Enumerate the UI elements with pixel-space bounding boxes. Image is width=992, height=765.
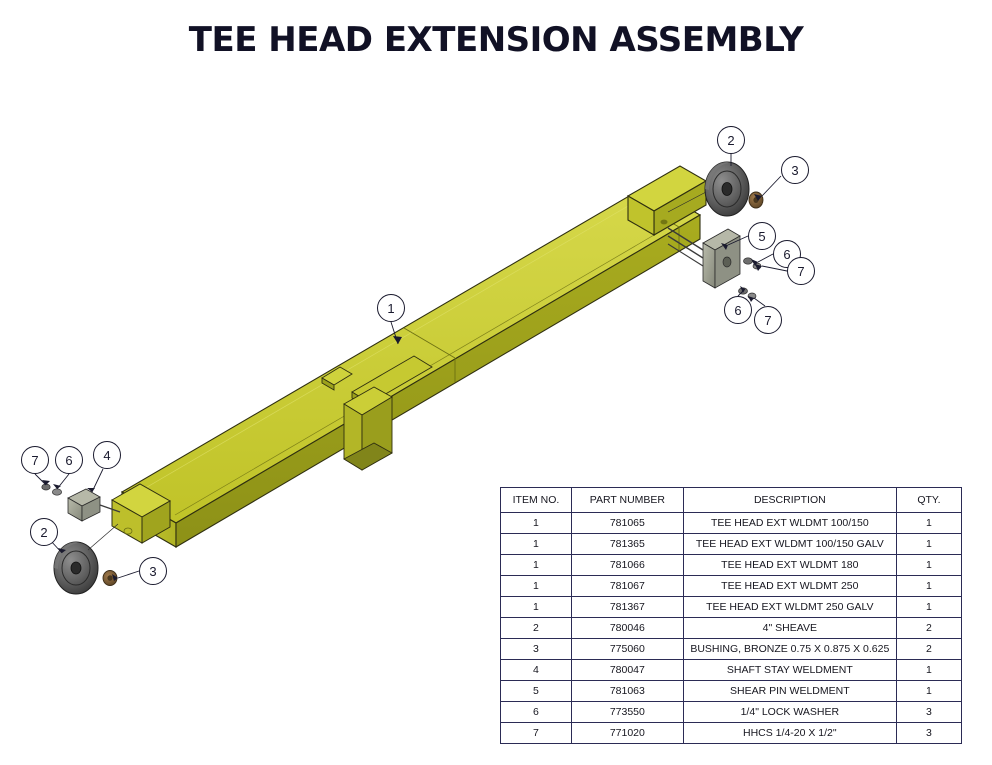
bom-cell-desc: 4" SHEAVE xyxy=(683,618,896,639)
bom-cell-desc: 1/4" LOCK WASHER xyxy=(683,702,896,723)
bom-cell-item: 1 xyxy=(501,597,572,618)
bom-cell-item: 1 xyxy=(501,513,572,534)
balloon-callout-6: 6 xyxy=(724,296,752,324)
bom-cell-part: 781065 xyxy=(571,513,683,534)
bom-cell-qty: 1 xyxy=(896,576,961,597)
table-row xyxy=(501,534,962,555)
bom-cell-desc: HHCS 1/4-20 X 1/2" xyxy=(683,723,896,744)
bom-cell-desc: TEE HEAD EXT WLDMT 250 xyxy=(683,576,896,597)
balloon-callout-6: 6 xyxy=(55,446,83,474)
bom-cell-item: 5 xyxy=(501,681,572,702)
bom-cell-qty: 1 xyxy=(896,660,961,681)
bom-cell-item: 6 xyxy=(501,702,572,723)
bom-cell-part: 781367 xyxy=(571,597,683,618)
balloon-callout-7: 7 xyxy=(21,446,49,474)
bom-cell-qty: 2 xyxy=(896,639,961,660)
bom-cell-part: 771020 xyxy=(571,723,683,744)
balloon-callout-2: 2 xyxy=(717,126,745,154)
bom-cell-part: 781066 xyxy=(571,555,683,576)
bom-cell-qty: 1 xyxy=(896,597,961,618)
bom-header-qty: QTY. xyxy=(896,488,961,513)
bom-cell-part: 773550 xyxy=(571,702,683,723)
bom-cell-part: 781365 xyxy=(571,534,683,555)
bom-cell-item: 1 xyxy=(501,555,572,576)
balloon-callout-4: 4 xyxy=(93,441,121,469)
table-row xyxy=(501,702,962,723)
bom-header-row xyxy=(501,488,962,513)
bom-cell-desc: SHEAR PIN WELDMENT xyxy=(683,681,896,702)
balloon-callout-7: 7 xyxy=(787,257,815,285)
bom-cell-part: 775060 xyxy=(571,639,683,660)
bom-cell-item: 1 xyxy=(501,576,572,597)
bom-cell-desc: TEE HEAD EXT WLDMT 250 GALV xyxy=(683,597,896,618)
bom-cell-qty: 2 xyxy=(896,618,961,639)
bom-cell-qty: 1 xyxy=(896,513,961,534)
balloon-callout-5: 5 xyxy=(748,222,776,250)
bom-header-description: DESCRIPTION xyxy=(683,488,896,513)
bom-cell-qty: 3 xyxy=(896,702,961,723)
bom-cell-desc: TEE HEAD EXT WLDMT 180 xyxy=(683,555,896,576)
balloon-callout-3: 3 xyxy=(781,156,809,184)
bom-cell-desc: TEE HEAD EXT WLDMT 100/150 xyxy=(683,513,896,534)
bill-of-materials-table xyxy=(500,487,962,744)
bom-cell-desc: BUSHING, BRONZE 0.75 X 0.875 X 0.625 xyxy=(683,639,896,660)
bom-body xyxy=(501,513,962,744)
balloon-callout-2: 2 xyxy=(30,518,58,546)
balloon-callout-6: 6 xyxy=(773,240,801,268)
bom-cell-desc: SHAFT STAY WELDMENT xyxy=(683,660,896,681)
bom-cell-item: 3 xyxy=(501,639,572,660)
balloon-callout-7: 7 xyxy=(754,306,782,334)
bom-cell-part: 781063 xyxy=(571,681,683,702)
bom-cell-item: 7 xyxy=(501,723,572,744)
bom-cell-desc: TEE HEAD EXT WLDMT 100/150 GALV xyxy=(683,534,896,555)
balloon-callout-3: 3 xyxy=(139,557,167,585)
bom-cell-qty: 1 xyxy=(896,681,961,702)
table-row xyxy=(501,513,962,534)
table-row xyxy=(501,555,962,576)
table-row xyxy=(501,723,962,744)
table-row xyxy=(501,681,962,702)
table-row xyxy=(501,639,962,660)
bom-header-part-number: PART NUMBER xyxy=(571,488,683,513)
table-row xyxy=(501,597,962,618)
bom-header-item: ITEM NO. xyxy=(501,488,572,513)
page-title: TEE HEAD EXTENSION ASSEMBLY xyxy=(188,20,804,60)
bom-cell-qty: 1 xyxy=(896,534,961,555)
table-row xyxy=(501,576,962,597)
bom-cell-part: 780046 xyxy=(571,618,683,639)
bom-cell-item: 2 xyxy=(501,618,572,639)
bom-cell-item: 1 xyxy=(501,534,572,555)
table-row xyxy=(501,618,962,639)
table-row xyxy=(501,660,962,681)
bom-cell-part: 780047 xyxy=(571,660,683,681)
bom-cell-qty: 3 xyxy=(896,723,961,744)
balloon-callout-1: 1 xyxy=(377,294,405,322)
bom-cell-item: 4 xyxy=(501,660,572,681)
bom-cell-qty: 1 xyxy=(896,555,961,576)
bom-cell-part: 781067 xyxy=(571,576,683,597)
